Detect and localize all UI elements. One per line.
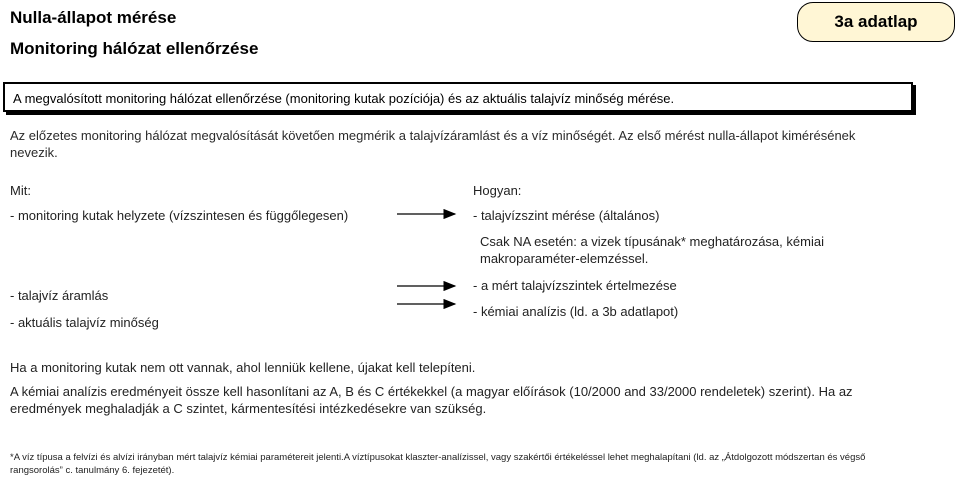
datasheet-badge: 3a adatlap bbox=[797, 2, 955, 42]
right-item-2: - a mért talajvízszintek értelmezése bbox=[473, 278, 677, 293]
left-item-3: - aktuális talajvíz minőség bbox=[10, 315, 159, 330]
left-item-1: - monitoring kutak helyzete (vízszintesen és függőlegesen) bbox=[10, 208, 349, 223]
title-line-2: Monitoring hálózat ellenőrzése bbox=[10, 39, 259, 58]
title-line-1: Nulla-állapot mérése bbox=[10, 8, 177, 27]
intro-text: Az előzetes monitoring hálózat megvalósítását követően megmérik a talajvízáramlást és a víz minőségét. Az első mérést nulla-állapot kimérésének nevezik. bbox=[10, 128, 856, 160]
purpose-box: A megvalósított monitoring hálózat ellenőrzése (monitoring kutak pozíciója) és az aktuális talajvíz minőség mérése. bbox=[3, 82, 913, 112]
right-item-1: - talajvízszint mérése (általános) bbox=[473, 208, 660, 223]
right-item-3: - kémiai analízis (ld. a 3b adatlapot) bbox=[473, 304, 679, 319]
left-item-2: - talajvíz áramlás bbox=[10, 288, 109, 303]
wells-note: Ha a monitoring kutak nem ott vannak, ahol lenniük kellene, újakat kell telepíteni. bbox=[10, 360, 476, 375]
hogyan-label: Hogyan: bbox=[473, 183, 522, 198]
right-note: Csak NA esetén: a vizek típusának* meghatározása, kémiai makroparaméter-elemzéssel. bbox=[480, 234, 824, 266]
mit-label: Mit: bbox=[10, 183, 31, 198]
analysis-paragraph: A kémiai analízis eredményeit össze kell hasonlítani az A, B és C értékekkel (a magyar előírások (10/2000 and 33/2000 rendeletek) szerint). Ha az eredmények meghaladják a C szintet, kármentesítési intézkedésekre van szükség. bbox=[10, 384, 853, 416]
footnote: *A víz típusa a felvízi és alvízi irányban mért talajvíz kémiai paramétereit jelenti.A víztípusokat klaszter-analízissel, vagy szakértői értékeléssel lehet meghalapítani (ld. az „Átdolgozott módszertan és végső rangsorolás” c. tanulmány 6. fejezetét). bbox=[10, 452, 866, 476]
